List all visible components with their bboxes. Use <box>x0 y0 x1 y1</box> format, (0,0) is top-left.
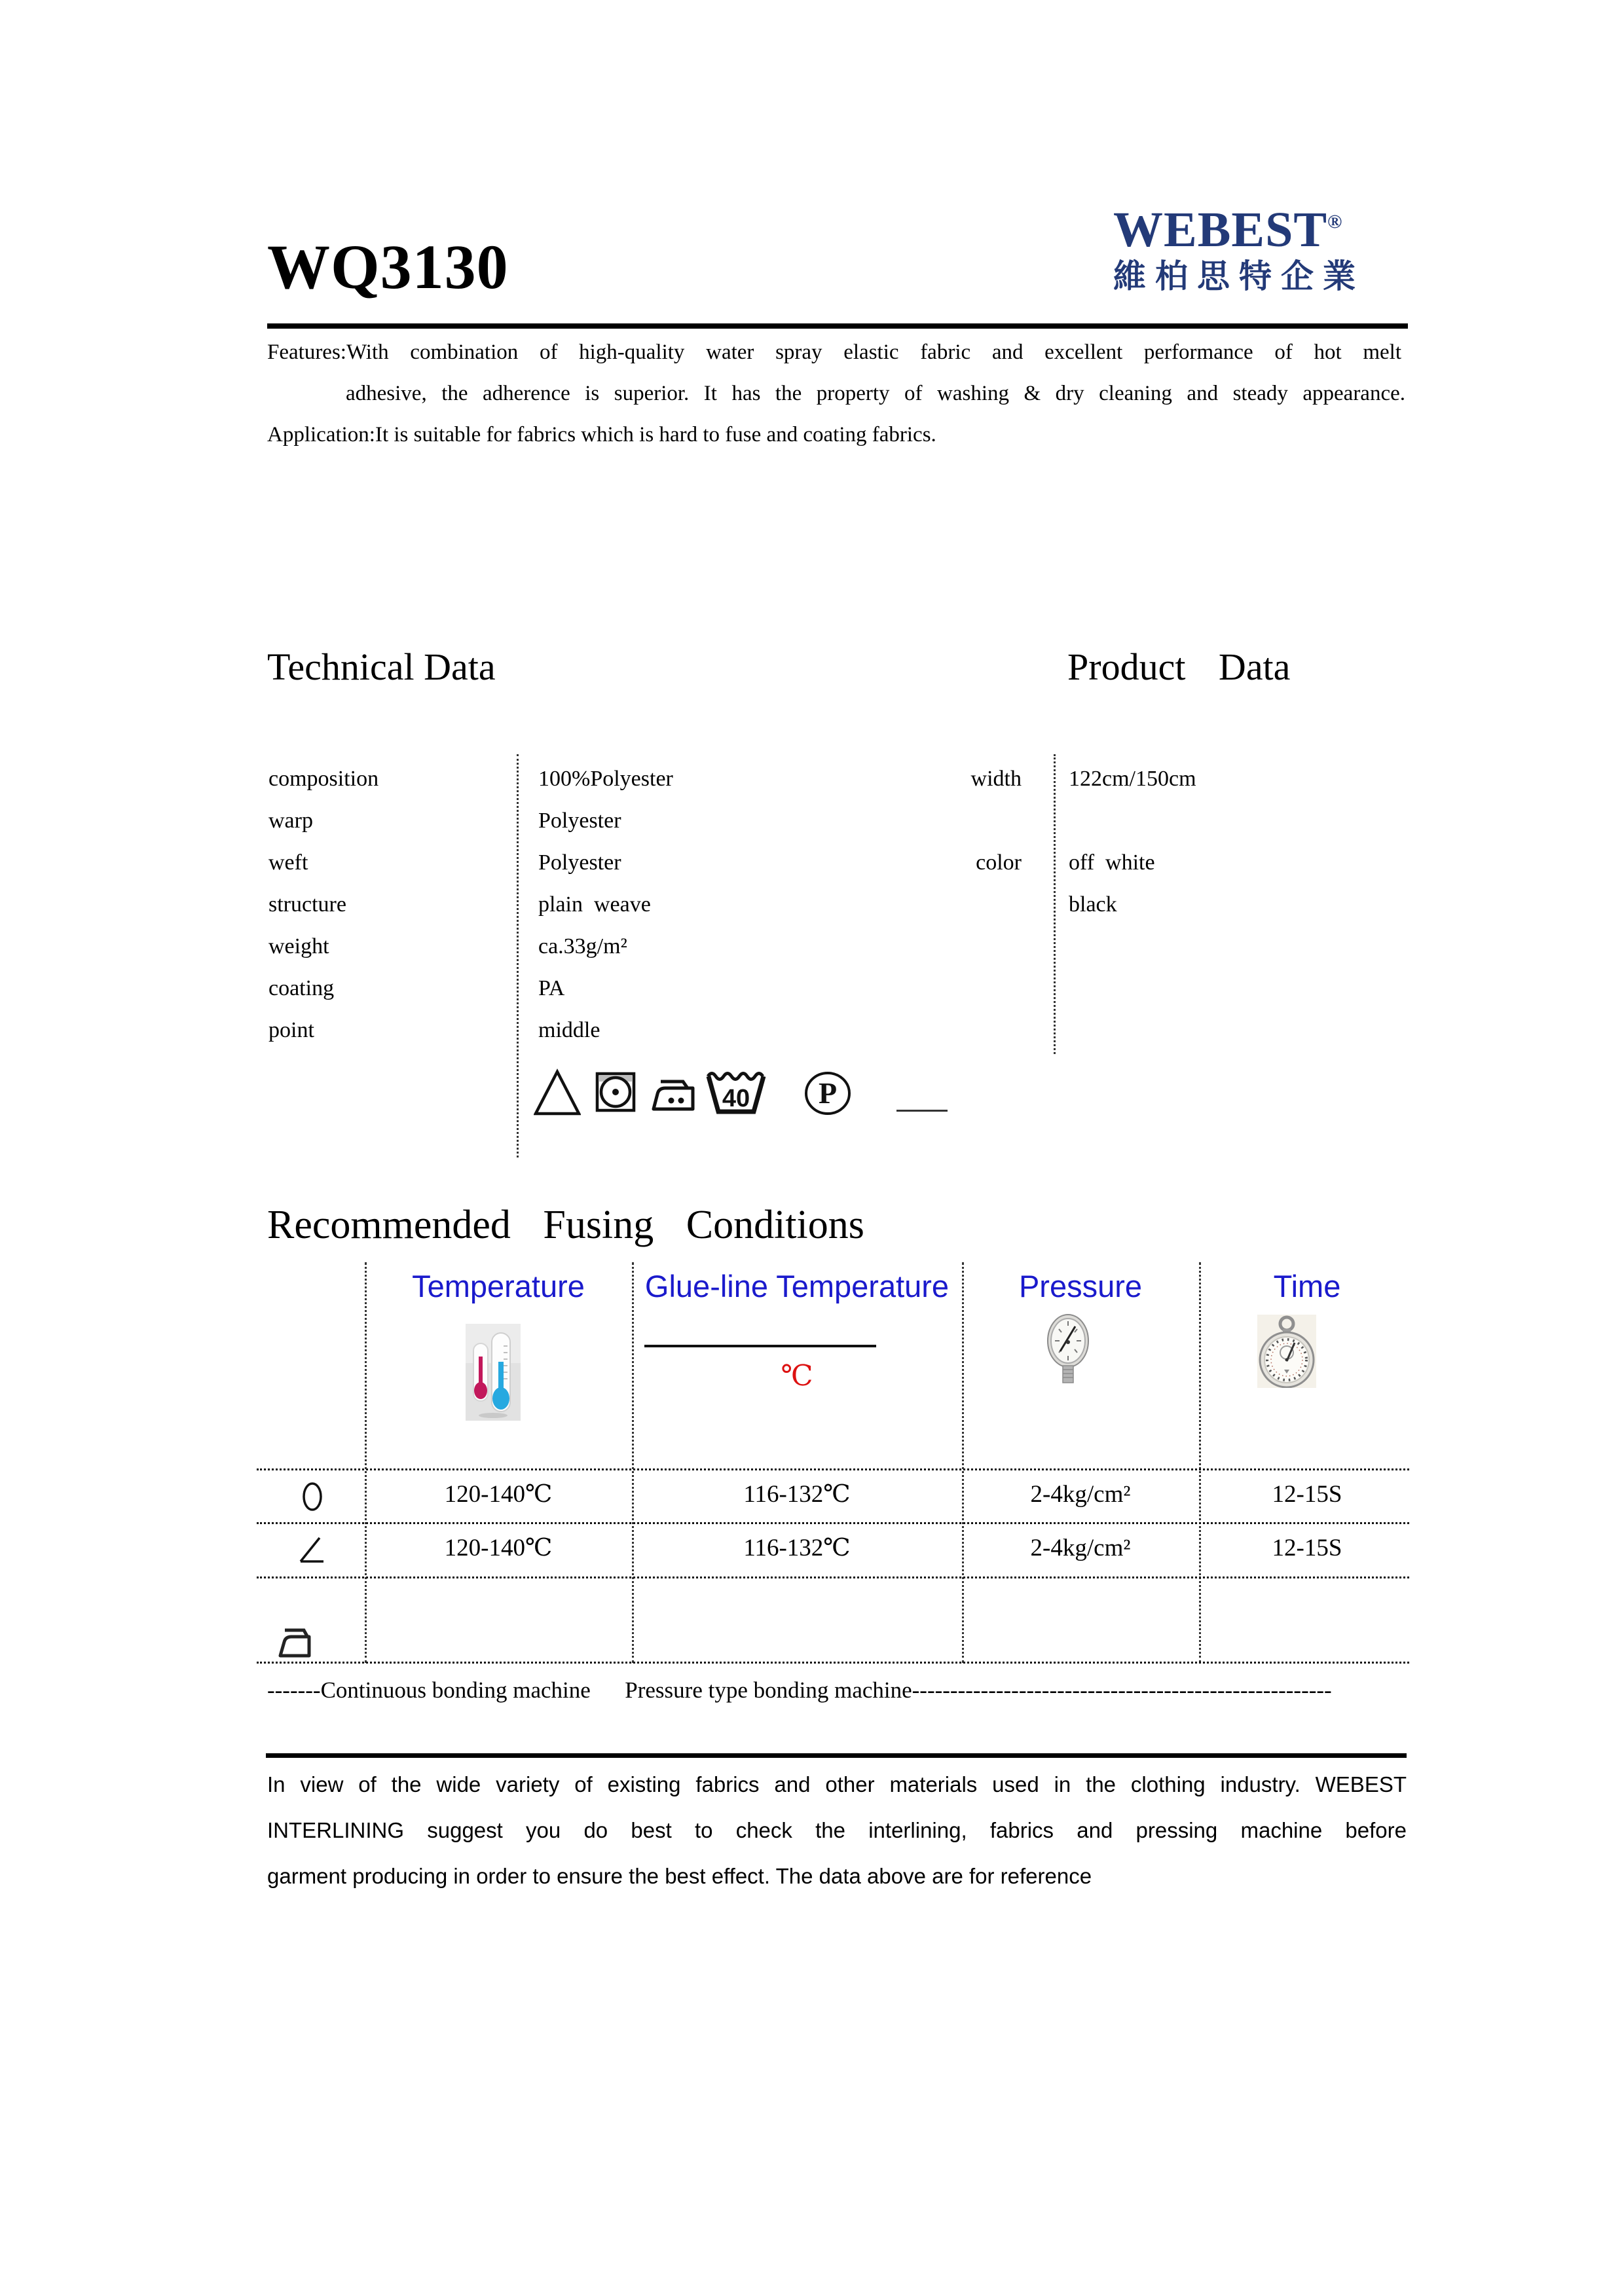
fusing-row-divider <box>257 1522 1409 1524</box>
tumble-dry-icon <box>595 1072 636 1112</box>
application-line: Application:It is suitable for fabrics which is hard to fuse and coating fabrics. <box>267 423 936 446</box>
fusing-cell-pressure: 2-4kg/cm² <box>1030 1535 1131 1561</box>
fusing-cell-pressure: 2-4kg/cm² <box>1030 1481 1131 1508</box>
company-logo <box>1113 196 1395 296</box>
product-width-label: width <box>970 767 1022 791</box>
oval-symbol-icon <box>301 1481 324 1512</box>
features-line-1: Features:With combination of high-quality water spray elastic fabric and excellent performance of hot melt <box>267 340 1401 364</box>
fusing-cell-glue-line: 116-132℃ <box>743 1535 851 1561</box>
fusing-cell-temperature: 120-140℃ <box>444 1535 553 1561</box>
column-header-pressure: Pressure <box>1018 1269 1143 1303</box>
tech-row-label: weight <box>268 934 329 958</box>
header-rule <box>267 323 1408 329</box>
tech-row-value: Polyester <box>538 809 621 833</box>
tech-row-label: weft <box>268 850 308 875</box>
footer-line-3: garment producing in order to ensure the best effect. The data above are for reference <box>267 1864 1092 1888</box>
tech-row-value: PA <box>538 976 565 1000</box>
fusing-conditions-heading: Recommended Fusing Conditions <box>267 1203 864 1247</box>
footer-line-1: In view of the wide variety of existing fabrics and other materials used in the clothing industry. WEBEST <box>267 1772 1407 1796</box>
footer-rule <box>266 1753 1407 1758</box>
tech-row-value: plain weave <box>538 892 651 917</box>
tech-row-label: coating <box>268 976 335 1000</box>
product-table-divider <box>1054 754 1056 1054</box>
glue-line-underline <box>644 1345 876 1347</box>
technical-table-divider <box>517 754 519 1157</box>
fusing-column-divider <box>1199 1262 1201 1663</box>
angle-symbol-icon <box>296 1535 326 1565</box>
fusing-cell-time: 12-15S <box>1272 1535 1342 1561</box>
logo-wordmark-text: WEBEST <box>1113 202 1328 257</box>
wash-temperature-number: 40 <box>722 1085 750 1112</box>
tech-row-value: Polyester <box>538 850 621 875</box>
tech-row-label: composition <box>268 767 379 791</box>
dry-clean-p-icon <box>803 1070 852 1116</box>
fusing-row-divider <box>257 1576 1409 1578</box>
fusing-column-divider <box>962 1262 964 1663</box>
iron-two-dots-icon <box>648 1074 698 1113</box>
fusing-row-divider <box>257 1468 1409 1470</box>
features-line-2: adhesive, the adherence is superior. It has the property of washing & dry cleaning and steady appearance. <box>346 382 1405 405</box>
tech-row-value: ca.33g/m² <box>538 934 627 958</box>
tech-row-label: warp <box>268 809 313 833</box>
fusing-cell-temperature: 120-140℃ <box>444 1481 553 1508</box>
product-code-title: WQ3130 <box>267 232 509 302</box>
fusing-cell-time: 12-15S <box>1272 1481 1342 1508</box>
fusing-row-divider <box>257 1662 1409 1664</box>
dry-clean-letter: P <box>818 1076 838 1110</box>
iron-machine-icon <box>275 1624 316 1662</box>
fusing-column-divider <box>632 1262 634 1663</box>
glue-line-unit: ℃ <box>781 1360 813 1392</box>
wash-40-icon <box>705 1069 767 1116</box>
stopwatch-icon <box>1257 1315 1316 1388</box>
product-data-heading: Product Data <box>1067 646 1291 688</box>
tech-row-label: point <box>268 1018 314 1042</box>
pressure-gauge-icon <box>1046 1313 1090 1388</box>
line-symbol-icon <box>896 1110 948 1112</box>
product-color-label: color <box>976 850 1022 875</box>
column-header-glue-line: Glue-line Temperature <box>644 1269 950 1303</box>
fusing-column-divider <box>365 1262 367 1663</box>
tech-row-value: 100%Polyester <box>538 767 673 791</box>
fusing-cell-glue-line: 116-132℃ <box>743 1481 851 1508</box>
technical-data-heading: Technical Data <box>267 646 496 688</box>
logo-wordmark <box>1113 196 1395 255</box>
tech-row-label: structure <box>268 892 346 917</box>
column-header-time: Time <box>1273 1269 1341 1303</box>
bonding-machine-legend: -------Continuous bonding machine Pressure type bonding machine------------------------------------------------------- <box>267 1677 1332 1703</box>
registered-trademark-icon: ® <box>1327 211 1343 232</box>
thermometer-icon <box>466 1324 521 1421</box>
tech-row-value: middle <box>538 1018 600 1042</box>
logo-chinese-name: 維柏思特企業 <box>1113 258 1365 295</box>
product-color-value-2: black <box>1069 892 1117 917</box>
column-header-temperature: Temperature <box>412 1269 585 1303</box>
bleach-triangle-icon <box>534 1068 581 1117</box>
product-color-value-1: off white <box>1069 850 1155 875</box>
footer-line-2: INTERLINING suggest you do best to check the interlining, fabrics and pressing machine before <box>267 1818 1407 1842</box>
product-width-value: 122cm/150cm <box>1069 767 1196 791</box>
